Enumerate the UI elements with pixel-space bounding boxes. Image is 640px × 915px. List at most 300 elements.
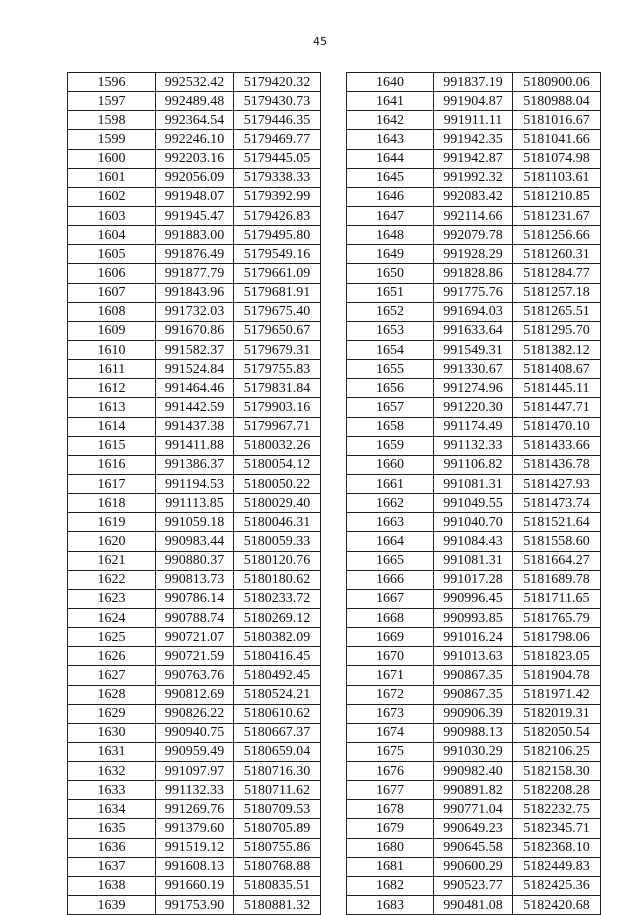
table-row (347, 857, 601, 876)
y-coordinate-cell: 5180029.40 (234, 494, 321, 513)
x-coordinate-cell: 990813.73 (156, 570, 234, 589)
table-row (68, 513, 321, 532)
point-number-cell: 1671 (347, 666, 434, 685)
x-coordinate-cell: 991942.35 (434, 130, 513, 149)
point-number-cell: 1612 (68, 379, 156, 398)
table-row (68, 149, 321, 168)
y-coordinate-cell: 5180233.72 (234, 589, 321, 608)
x-coordinate-cell: 991519.12 (156, 838, 234, 857)
table-row (68, 838, 321, 857)
table-row (68, 570, 321, 589)
table-row (68, 360, 321, 379)
y-coordinate-cell: 5179445.05 (234, 149, 321, 168)
x-coordinate-cell: 991437.38 (156, 417, 234, 436)
y-coordinate-cell: 5181823.05 (513, 647, 601, 666)
table-row (347, 570, 601, 589)
table-row (68, 73, 321, 92)
point-number-cell: 1596 (68, 73, 156, 92)
y-coordinate-cell: 5181295.70 (513, 321, 601, 340)
point-number-cell: 1608 (68, 302, 156, 321)
table-row (347, 513, 601, 532)
point-number-cell: 1599 (68, 130, 156, 149)
y-coordinate-cell: 5180269.12 (234, 608, 321, 627)
point-number-cell: 1617 (68, 474, 156, 493)
table-row (68, 264, 321, 283)
table-row (68, 130, 321, 149)
x-coordinate-cell: 990788.74 (156, 608, 234, 627)
y-coordinate-cell: 5180120.76 (234, 551, 321, 570)
point-number-cell: 1640 (347, 73, 434, 92)
table-row (68, 455, 321, 474)
x-coordinate-cell: 991132.33 (434, 436, 513, 455)
x-coordinate-cell: 991904.87 (434, 92, 513, 111)
table-row (347, 589, 601, 608)
table-row (68, 876, 321, 895)
x-coordinate-cell: 991013.63 (434, 647, 513, 666)
table-row (68, 340, 321, 359)
x-coordinate-cell: 992246.10 (156, 130, 234, 149)
x-coordinate-cell: 991992.32 (434, 168, 513, 187)
coordinate-table-left (67, 72, 321, 915)
y-coordinate-cell: 5181436.78 (513, 455, 601, 474)
table-row (347, 226, 601, 245)
y-coordinate-cell: 5181265.51 (513, 302, 601, 321)
table-row (347, 130, 601, 149)
x-coordinate-cell: 992532.42 (156, 73, 234, 92)
table-row (347, 455, 601, 474)
y-coordinate-cell: 5180988.04 (513, 92, 601, 111)
point-number-cell: 1630 (68, 723, 156, 742)
point-number-cell: 1622 (68, 570, 156, 589)
x-coordinate-cell: 991049.55 (434, 494, 513, 513)
table-row (68, 723, 321, 742)
table-row (68, 494, 321, 513)
x-coordinate-cell: 991220.30 (434, 398, 513, 417)
point-number-cell: 1680 (347, 838, 434, 857)
x-coordinate-cell: 991549.31 (434, 340, 513, 359)
point-number-cell: 1605 (68, 245, 156, 264)
table-row (347, 819, 601, 838)
y-coordinate-cell: 5181904.78 (513, 666, 601, 685)
point-number-cell: 1598 (68, 111, 156, 130)
table-row (347, 474, 601, 493)
table-row (68, 819, 321, 838)
x-coordinate-cell: 991379.60 (156, 819, 234, 838)
x-coordinate-cell: 991948.07 (156, 187, 234, 206)
table-row (347, 92, 601, 111)
x-coordinate-cell: 990988.13 (434, 723, 513, 742)
point-number-cell: 1661 (347, 474, 434, 493)
y-coordinate-cell: 5179661.09 (234, 264, 321, 283)
table-row (68, 417, 321, 436)
point-number-cell: 1650 (347, 264, 434, 283)
y-coordinate-cell: 5180881.32 (234, 896, 321, 915)
y-coordinate-cell: 5181256.66 (513, 226, 601, 245)
table-row (347, 321, 601, 340)
x-coordinate-cell: 992079.78 (434, 226, 513, 245)
y-coordinate-cell: 5179679.31 (234, 340, 321, 359)
table-row (347, 800, 601, 819)
table-row (347, 264, 601, 283)
table-row (347, 838, 601, 857)
y-coordinate-cell: 5182368.10 (513, 838, 601, 857)
point-number-cell: 1602 (68, 187, 156, 206)
table-row (347, 742, 601, 761)
y-coordinate-cell: 5180716.30 (234, 762, 321, 781)
table-row (347, 340, 601, 359)
table-row (68, 187, 321, 206)
x-coordinate-cell: 991753.90 (156, 896, 234, 915)
table-row (68, 92, 321, 111)
table-row (68, 206, 321, 225)
y-coordinate-cell: 5181210.85 (513, 187, 601, 206)
point-number-cell: 1677 (347, 781, 434, 800)
table-row (347, 149, 601, 168)
table-row (68, 551, 321, 570)
table-row (68, 647, 321, 666)
x-coordinate-cell: 991113.85 (156, 494, 234, 513)
point-number-cell: 1635 (68, 819, 156, 838)
point-number-cell: 1673 (347, 704, 434, 723)
point-number-cell: 1637 (68, 857, 156, 876)
x-coordinate-cell: 991928.29 (434, 245, 513, 264)
point-number-cell: 1625 (68, 628, 156, 647)
point-number-cell: 1660 (347, 455, 434, 474)
x-coordinate-cell: 990826.22 (156, 704, 234, 723)
y-coordinate-cell: 5181558.60 (513, 532, 601, 551)
x-coordinate-cell: 990645.58 (434, 838, 513, 857)
x-coordinate-cell: 991194.53 (156, 474, 234, 493)
table-row (347, 398, 601, 417)
table-row (68, 896, 321, 915)
point-number-cell: 1646 (347, 187, 434, 206)
point-number-cell: 1601 (68, 168, 156, 187)
table-row (68, 857, 321, 876)
y-coordinate-cell: 5180054.12 (234, 455, 321, 474)
x-coordinate-cell: 991016.24 (434, 628, 513, 647)
y-coordinate-cell: 5180610.62 (234, 704, 321, 723)
table-row (347, 781, 601, 800)
point-number-cell: 1597 (68, 92, 156, 111)
x-coordinate-cell: 991040.70 (434, 513, 513, 532)
y-coordinate-cell: 5180382.09 (234, 628, 321, 647)
table-row (68, 589, 321, 608)
y-coordinate-cell: 5181257.18 (513, 283, 601, 302)
y-coordinate-cell: 5181521.64 (513, 513, 601, 532)
table-row (347, 73, 601, 92)
table-row (68, 226, 321, 245)
x-coordinate-cell: 990993.85 (434, 608, 513, 627)
x-coordinate-cell: 992056.09 (156, 168, 234, 187)
point-number-cell: 1633 (68, 781, 156, 800)
point-number-cell: 1607 (68, 283, 156, 302)
y-coordinate-cell: 5180768.88 (234, 857, 321, 876)
table-row (347, 685, 601, 704)
y-coordinate-cell: 5179430.73 (234, 92, 321, 111)
table-row (347, 379, 601, 398)
table-row (68, 302, 321, 321)
y-coordinate-cell: 5181427.93 (513, 474, 601, 493)
point-number-cell: 1647 (347, 206, 434, 225)
point-number-cell: 1623 (68, 589, 156, 608)
y-coordinate-cell: 5182232.75 (513, 800, 601, 819)
point-number-cell: 1658 (347, 417, 434, 436)
y-coordinate-cell: 5181765.79 (513, 608, 601, 627)
point-number-cell: 1667 (347, 589, 434, 608)
y-coordinate-cell: 5182019.31 (513, 704, 601, 723)
x-coordinate-cell: 992083.42 (434, 187, 513, 206)
x-coordinate-cell: 991464.46 (156, 379, 234, 398)
y-coordinate-cell: 5181231.67 (513, 206, 601, 225)
x-coordinate-cell: 990983.44 (156, 532, 234, 551)
table-row (68, 608, 321, 627)
x-coordinate-cell: 990600.29 (434, 857, 513, 876)
point-number-cell: 1611 (68, 360, 156, 379)
x-coordinate-cell: 991694.03 (434, 302, 513, 321)
y-coordinate-cell: 5180659.04 (234, 742, 321, 761)
y-coordinate-cell: 5181260.31 (513, 245, 601, 264)
point-number-cell: 1659 (347, 436, 434, 455)
y-coordinate-cell: 5180711.62 (234, 781, 321, 800)
point-number-cell: 1672 (347, 685, 434, 704)
table-row (68, 474, 321, 493)
x-coordinate-cell: 991030.29 (434, 742, 513, 761)
x-coordinate-cell: 991876.49 (156, 245, 234, 264)
x-coordinate-cell: 991883.00 (156, 226, 234, 245)
y-coordinate-cell: 5180492.45 (234, 666, 321, 685)
table-row (347, 245, 601, 264)
table-row (347, 666, 601, 685)
y-coordinate-cell: 5182158.30 (513, 762, 601, 781)
table-row (347, 608, 601, 627)
table-row (347, 896, 601, 915)
table-row (347, 417, 601, 436)
point-number-cell: 1636 (68, 838, 156, 857)
point-number-cell: 1631 (68, 742, 156, 761)
point-number-cell: 1634 (68, 800, 156, 819)
table-row (347, 876, 601, 895)
x-coordinate-cell: 990721.07 (156, 628, 234, 647)
point-number-cell: 1668 (347, 608, 434, 627)
y-coordinate-cell: 5180667.37 (234, 723, 321, 742)
table-row (347, 494, 601, 513)
point-number-cell: 1666 (347, 570, 434, 589)
x-coordinate-cell: 991081.31 (434, 474, 513, 493)
table-row (68, 111, 321, 130)
table-row (68, 742, 321, 761)
table-row (347, 168, 601, 187)
table-row (68, 532, 321, 551)
y-coordinate-cell: 5181103.61 (513, 168, 601, 187)
x-coordinate-cell: 991877.79 (156, 264, 234, 283)
y-coordinate-cell: 5179675.40 (234, 302, 321, 321)
table-row (347, 206, 601, 225)
y-coordinate-cell: 5180524.21 (234, 685, 321, 704)
x-coordinate-cell: 990906.39 (434, 704, 513, 723)
x-coordinate-cell: 991059.18 (156, 513, 234, 532)
y-coordinate-cell: 5181445.11 (513, 379, 601, 398)
point-number-cell: 1632 (68, 762, 156, 781)
table-row (68, 762, 321, 781)
x-coordinate-cell: 990982.40 (434, 762, 513, 781)
point-number-cell: 1603 (68, 206, 156, 225)
y-coordinate-cell: 5179426.83 (234, 206, 321, 225)
x-coordinate-cell: 991843.96 (156, 283, 234, 302)
x-coordinate-cell: 990786.14 (156, 589, 234, 608)
table-row (347, 187, 601, 206)
table-row (68, 283, 321, 302)
y-coordinate-cell: 5179967.71 (234, 417, 321, 436)
y-coordinate-cell: 5182208.28 (513, 781, 601, 800)
y-coordinate-cell: 5181447.71 (513, 398, 601, 417)
x-coordinate-cell: 991945.47 (156, 206, 234, 225)
y-coordinate-cell: 5179831.84 (234, 379, 321, 398)
point-number-cell: 1651 (347, 283, 434, 302)
table-row (68, 685, 321, 704)
x-coordinate-cell: 992114.66 (434, 206, 513, 225)
x-coordinate-cell: 991274.96 (434, 379, 513, 398)
y-coordinate-cell: 5182050.54 (513, 723, 601, 742)
point-number-cell: 1676 (347, 762, 434, 781)
x-coordinate-cell: 991911.11 (434, 111, 513, 130)
point-number-cell: 1663 (347, 513, 434, 532)
x-coordinate-cell: 991081.31 (434, 551, 513, 570)
y-coordinate-cell: 5181689.78 (513, 570, 601, 589)
y-coordinate-cell: 5180046.31 (234, 513, 321, 532)
table-row (347, 111, 601, 130)
point-number-cell: 1639 (68, 896, 156, 915)
point-number-cell: 1678 (347, 800, 434, 819)
y-coordinate-cell: 5181016.67 (513, 111, 601, 130)
point-number-cell: 1675 (347, 742, 434, 761)
point-number-cell: 1616 (68, 455, 156, 474)
point-number-cell: 1656 (347, 379, 434, 398)
y-coordinate-cell: 5179755.83 (234, 360, 321, 379)
point-number-cell: 1682 (347, 876, 434, 895)
table-row (68, 436, 321, 455)
point-number-cell: 1648 (347, 226, 434, 245)
y-coordinate-cell: 5181473.74 (513, 494, 601, 513)
y-coordinate-cell: 5180835.51 (234, 876, 321, 895)
y-coordinate-cell: 5179681.91 (234, 283, 321, 302)
table-row (347, 360, 601, 379)
point-number-cell: 1644 (347, 149, 434, 168)
x-coordinate-cell: 991084.43 (434, 532, 513, 551)
point-number-cell: 1679 (347, 819, 434, 838)
y-coordinate-cell: 5181798.06 (513, 628, 601, 647)
x-coordinate-cell: 992489.48 (156, 92, 234, 111)
point-number-cell: 1626 (68, 647, 156, 666)
point-number-cell: 1670 (347, 647, 434, 666)
y-coordinate-cell: 5182420.68 (513, 896, 601, 915)
point-number-cell: 1638 (68, 876, 156, 895)
y-coordinate-cell: 5181971.42 (513, 685, 601, 704)
y-coordinate-cell: 5180900.06 (513, 73, 601, 92)
x-coordinate-cell: 990940.75 (156, 723, 234, 742)
y-coordinate-cell: 5181408.67 (513, 360, 601, 379)
y-coordinate-cell: 5180705.89 (234, 819, 321, 838)
y-coordinate-cell: 5179446.35 (234, 111, 321, 130)
x-coordinate-cell: 990771.04 (434, 800, 513, 819)
point-number-cell: 1669 (347, 628, 434, 647)
x-coordinate-cell: 991132.33 (156, 781, 234, 800)
y-coordinate-cell: 5181433.66 (513, 436, 601, 455)
point-number-cell: 1600 (68, 149, 156, 168)
x-coordinate-cell: 991608.13 (156, 857, 234, 876)
y-coordinate-cell: 5181664.27 (513, 551, 601, 570)
table-row (68, 704, 321, 723)
point-number-cell: 1683 (347, 896, 434, 915)
x-coordinate-cell: 991582.37 (156, 340, 234, 359)
y-coordinate-cell: 5181711.65 (513, 589, 601, 608)
x-coordinate-cell: 990763.76 (156, 666, 234, 685)
point-number-cell: 1619 (68, 513, 156, 532)
x-coordinate-cell: 990996.45 (434, 589, 513, 608)
point-number-cell: 1610 (68, 340, 156, 359)
x-coordinate-cell: 991106.82 (434, 455, 513, 474)
table-row (347, 762, 601, 781)
x-coordinate-cell: 991670.86 (156, 321, 234, 340)
point-number-cell: 1645 (347, 168, 434, 187)
table-row (347, 302, 601, 321)
y-coordinate-cell: 5179650.67 (234, 321, 321, 340)
y-coordinate-cell: 5179420.32 (234, 73, 321, 92)
y-coordinate-cell: 5179338.33 (234, 168, 321, 187)
y-coordinate-cell: 5179549.16 (234, 245, 321, 264)
point-number-cell: 1629 (68, 704, 156, 723)
point-number-cell: 1664 (347, 532, 434, 551)
page-number: 45 (313, 35, 327, 48)
x-coordinate-cell: 990649.23 (434, 819, 513, 838)
point-number-cell: 1628 (68, 685, 156, 704)
y-coordinate-cell: 5179903.16 (234, 398, 321, 417)
y-coordinate-cell: 5181041.66 (513, 130, 601, 149)
y-coordinate-cell: 5180059.33 (234, 532, 321, 551)
x-coordinate-cell: 990867.35 (434, 666, 513, 685)
y-coordinate-cell: 5179392.99 (234, 187, 321, 206)
table-row (347, 647, 601, 666)
x-coordinate-cell: 991524.84 (156, 360, 234, 379)
point-number-cell: 1665 (347, 551, 434, 570)
y-coordinate-cell: 5182449.83 (513, 857, 601, 876)
point-number-cell: 1655 (347, 360, 434, 379)
x-coordinate-cell: 990721.59 (156, 647, 234, 666)
x-coordinate-cell: 991386.37 (156, 455, 234, 474)
x-coordinate-cell: 991732.03 (156, 302, 234, 321)
x-coordinate-cell: 990959.49 (156, 742, 234, 761)
point-number-cell: 1609 (68, 321, 156, 340)
table-row (347, 551, 601, 570)
point-number-cell: 1613 (68, 398, 156, 417)
x-coordinate-cell: 991330.67 (434, 360, 513, 379)
point-number-cell: 1641 (347, 92, 434, 111)
y-coordinate-cell: 5180050.22 (234, 474, 321, 493)
table-row (68, 398, 321, 417)
x-coordinate-cell: 991097.97 (156, 762, 234, 781)
point-number-cell: 1681 (347, 857, 434, 876)
table-row (347, 436, 601, 455)
table-row (347, 723, 601, 742)
x-coordinate-cell: 990523.77 (434, 876, 513, 895)
table-row (347, 532, 601, 551)
x-coordinate-cell: 991174.49 (434, 417, 513, 436)
point-number-cell: 1662 (347, 494, 434, 513)
y-coordinate-cell: 5182425.36 (513, 876, 601, 895)
y-coordinate-cell: 5179469.77 (234, 130, 321, 149)
y-coordinate-cell: 5180032.26 (234, 436, 321, 455)
x-coordinate-cell: 991269.76 (156, 800, 234, 819)
y-coordinate-cell: 5181284.77 (513, 264, 601, 283)
